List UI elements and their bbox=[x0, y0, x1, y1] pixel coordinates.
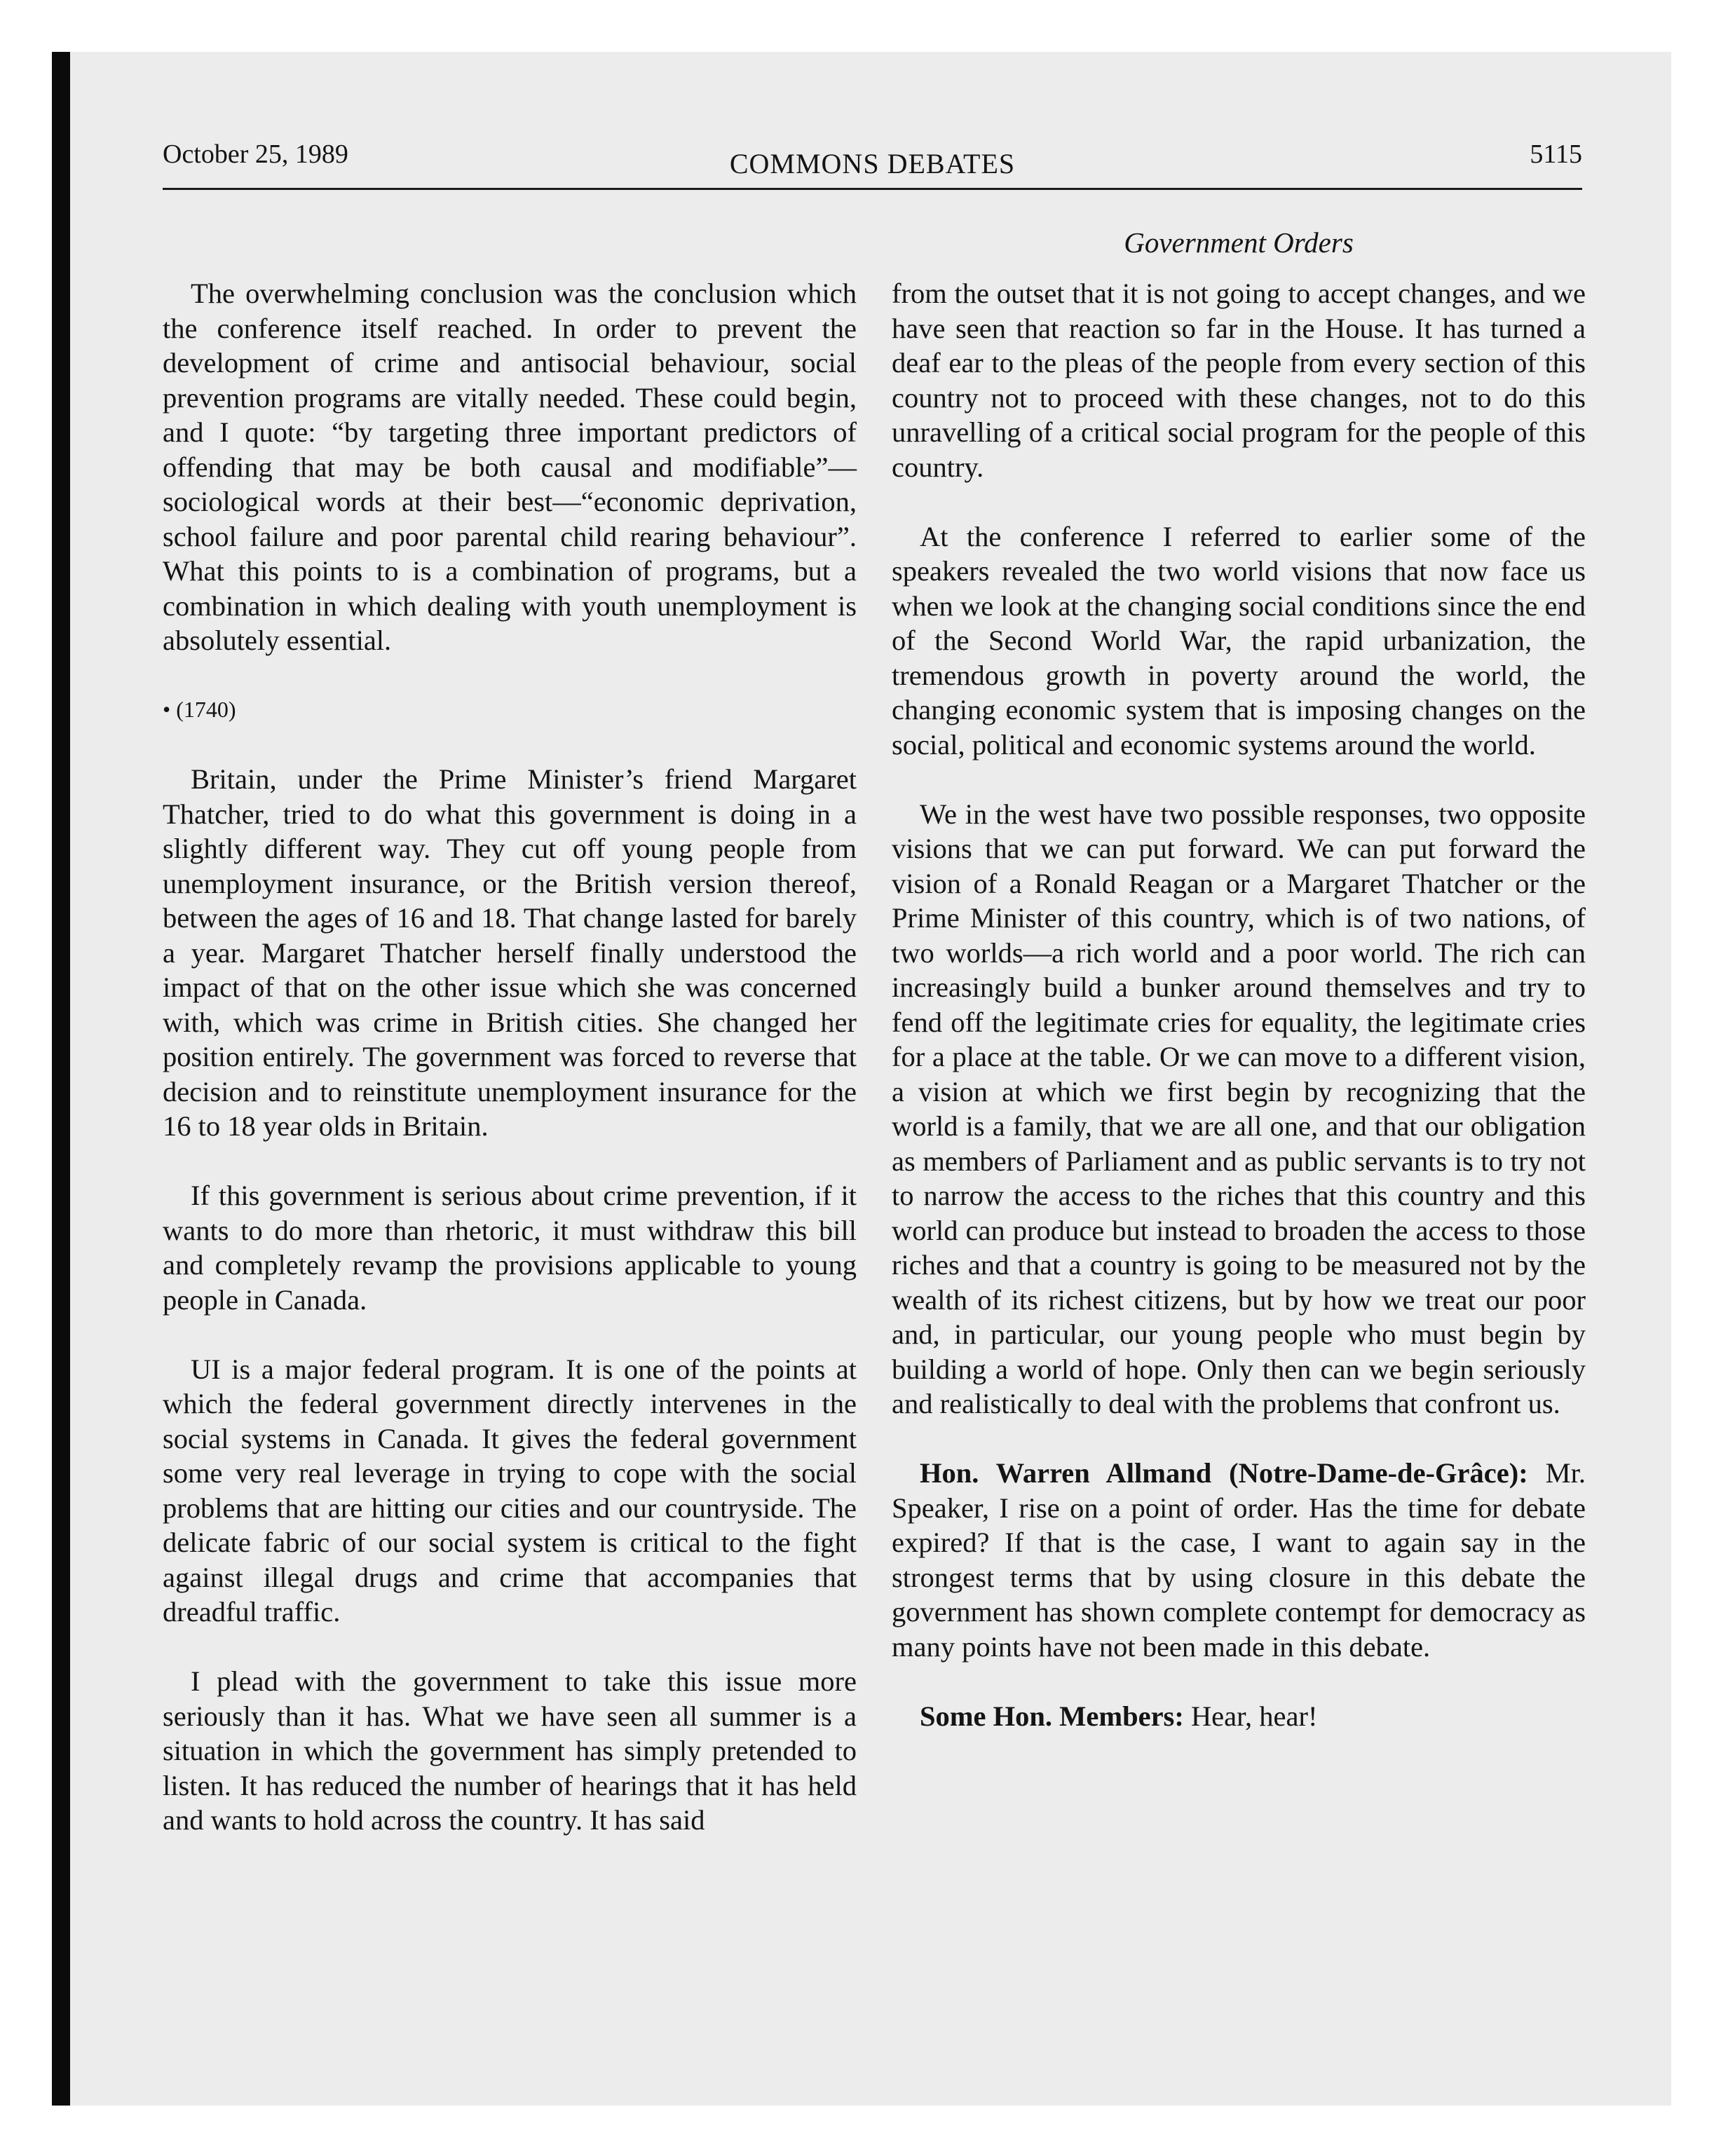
header-title: COMMONS DEBATES bbox=[729, 148, 1016, 179]
header-rule bbox=[163, 188, 1582, 190]
right-paragraph-5 bbox=[892, 1699, 1586, 1734]
right-paragraph-4 bbox=[892, 1456, 1586, 1664]
left-paragraph-2: Britain, under the Prime Minister’s friend Margaret Thatcher, tried to do what this government is doing in a slightly different way. They cut off young people from unemployment insurance, or the British version thereof, between the ages of 16 and 18. That change lasted for barely a year. Margaret Thatcher herself finally understood the impact of that on the other issue which she was concerned with, which was crime in British cities. She changed her position entirely. The government was forced to reverse that decision and to reinstitute unemployment insurance for the 16 to 18 year olds in Britain. bbox=[163, 763, 857, 1142]
running-head bbox=[163, 139, 1582, 188]
right-paragraph-2: At the conference I referred to earlier some of the speakers revealed the two world visions that now face us when we look at the changing social conditions since the end of the Second World War, the rapid urbanization, the tremendous growth in poverty around the world, the changing economic system that is imposing changes on the social, political and economic systems around the world. bbox=[892, 520, 1586, 760]
right-paragraph-3: We in the west have two possible responses, two opposite visions that we can put forward. We can put forward the vision of a Ronald Reagan or a Margaret Thatcher or the Prime Minister of this country, which is of two nations, of two worlds—a rich world and a poor world. The rich can increasingly build a bunker around themselves and try to fend off the legitimate cries for equality, the legitimate cries for a place at the table. Or we can move to a different vision, a vision at which we first begin by recognizing that the world is a family, that we are all one, and that our obligation as members of Parliament and as public servants is to try not to narrow the access to the riches that this country and this world can produce but instead to broaden the access to those riches and that a country is going to be measured not by the wealth of its richest citizens, but by how we treat our poor and, in particular, our young people who must begin by building a world of hope. Only then can we begin seriously and realistically to deal with the problems that confront us. bbox=[892, 798, 1586, 1419]
header-page-number: 5115 bbox=[1530, 139, 1582, 169]
left-paragraph-3: If this government is serious about crime prevention, if it wants to do more than rhetoric, it must withdraw this bill and completely revamp the provisions applicable to young people in Canada. bbox=[163, 1180, 857, 1316]
speaker-name: Some Hon. Members: bbox=[920, 1700, 1184, 1732]
speech-text: Mr. Speaker, I rise on a point of order. Has the time for debate expired? If that is the case, I want to again say in the strongest terms that by using closure in this debate the government has shown complete contempt for democracy as many points have not been made in this debate. bbox=[892, 1457, 1586, 1663]
speaker-name: Hon. Warren Allmand (Notre-Dame-de-Grâce): bbox=[920, 1457, 1528, 1489]
right-paragraph-1: from the outset that it is not going to accept changes, and we have seen that reaction so far in the House. It has turned a deaf ear to the pleas of the people from every section of this country not to proceed with these changes, not to do this unravelling of a critical social program for the people of this country. bbox=[892, 278, 1586, 483]
left-paragraph-1: The overwhelming conclusion was the conclusion which the conference itself reached. In order to prevent the development of crime and antisocial behaviour, social prevention programs are vitally needed. These could begin, and I quote: “by targeting three important predictors of offending that may be both causal and modifiable”—sociological words at their best—“economic deprivation, school failure and poor parental child rearing behaviour”. What this points to is a combination of programs, but a combination in which dealing with youth unemployment is absolutely essential. bbox=[163, 278, 857, 656]
left-paragraph-5: I plead with the government to take this issue more seriously than it has. What we have seen all summer is a situation in which the government has simply pretended to listen. It has reduced the number of hearings that it has held and wants to hold across the country. It has said bbox=[163, 1665, 857, 1836]
right-column bbox=[892, 276, 1586, 1768]
scan-edge-bar bbox=[52, 52, 70, 2106]
left-paragraph-4: UI is a major federal program. It is one of the points at which the federal government directly intervenes in the social systems in Canada. It gives the federal government some very real leverage in trying to cope with the social problems that are hitting our cities and our countryside. The delicate fabric of our social system is critical to the fight against illegal drugs and crime that accompanies that dreadful traffic. bbox=[163, 1353, 857, 1628]
speech-text: Hear, hear! bbox=[1183, 1700, 1318, 1732]
section-title: Government Orders bbox=[1124, 226, 1354, 259]
left-column bbox=[163, 276, 857, 1872]
time-marker: • (1740) bbox=[163, 697, 236, 722]
header-date: October 25, 1989 bbox=[163, 139, 348, 169]
